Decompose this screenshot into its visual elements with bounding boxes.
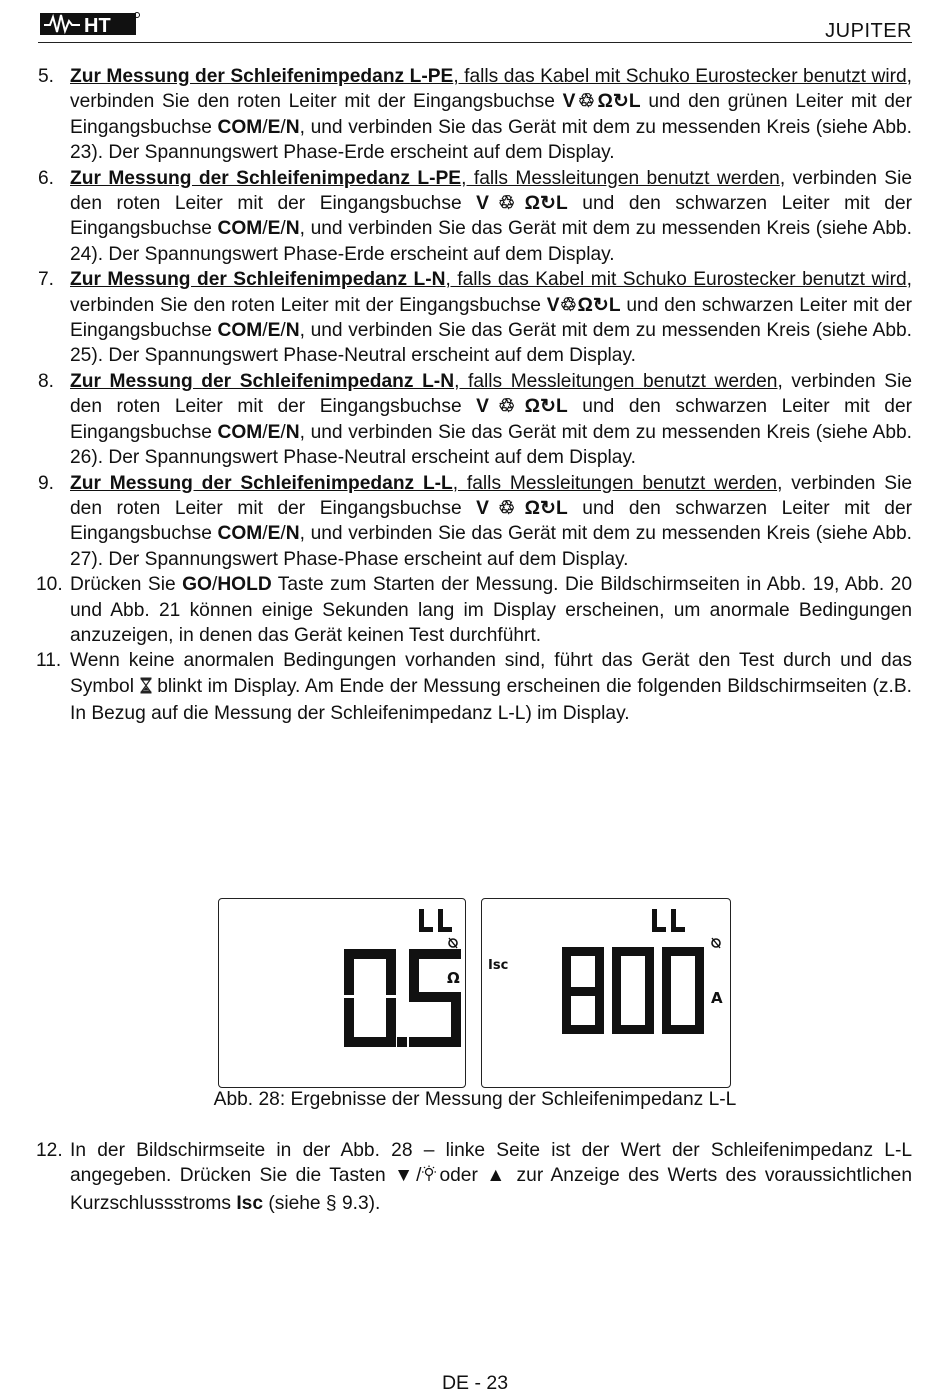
- list-item: 9. Zur Messung der Schleifenimpedanz L-L, falls Messleitungen benutzt werden, verbinden Sie den roten Leiter mit der Eingangsbuchse V♲Ω↻L und den schwarzen Leiter mit der Eingangsbuchse COM/E/N, und verbinden Sie das Gerät mit dem zu messenden Kreis (siehe Abb. 27). Der Spannungswert Phase-Phase erscheint auf dem Display.: [38, 472, 913, 570]
- terminal-e: E: [267, 116, 281, 138]
- item-condition: , falls das Kabel mit Schuko Eurostecker benutzt wird: [453, 66, 907, 87]
- hold-key-label: HOLD: [217, 574, 272, 596]
- terminal-com: COM: [217, 218, 263, 240]
- item-text: Taste zum Starten der Messung. Die Bildschirmseiten in Abb. 19, Abb. 20 und Abb. 21 können einige Sekunden lang im Display erscheinen, um anormale Bedingungen anzuzeigen, in denen das Gerät keinen Test durchführt.: [70, 574, 912, 646]
- item-heading: Zur Messung der Schleifenimpedanz L-N: [70, 269, 446, 291]
- lcd-unit-ohm: Ω: [447, 969, 460, 987]
- list-item: 5. Zur Messung der Schleifenimpedanz L-PE, falls das Kabel mit Schuko Eurostecker benutzt wird, verbinden Sie den roten Leiter mit der Eingangsbuchse V♲Ω↻L und den grünen Leiter mit der Eingangsbuchse COM/E/N, und verbinden Sie das Gerät mit dem zu messenden Kreis (siehe Abb. 23). Der Spannungswert Phase-Erde erscheint auf dem Display.: [38, 66, 912, 164]
- item-condition: , falls Messleitungen benutzt werden: [454, 370, 778, 392]
- item-text: und den schwarzen Leiter mit der Eingangsbuchse: [70, 294, 913, 342]
- item-text: , und verbinden Sie das Gerät mit dem zu messenden Kreis (siehe Abb. 27). Der Spannungswert Phase-Phase erscheint auf dem Display.: [70, 523, 912, 570]
- item-condition: , falls Messleitungen benutzt werden: [461, 167, 780, 189]
- list-item: 10. Drücken Sie GO/HOLD Taste zum Starten der Messung. Die Bildschirmseiten in Abb. 19, Abb. 20 und Abb. 21 können einige Sekunden lang im Display erscheinen, um anormale Bedingungen anzuzeigen, in denen das Gerät keinen Test durchführt.: [36, 574, 912, 646]
- item-number: 5.: [38, 66, 55, 87]
- item-heading: Zur Messung der Schleifenimpedanz L-N: [70, 370, 455, 392]
- hourglass-icon: [140, 676, 152, 701]
- terminal-n: N: [285, 320, 300, 342]
- item-number: 9.: [38, 472, 55, 494]
- list-item: [38, 648, 912, 726]
- item-text: , verbinden Sie den roten Leiter mit der Eingangsbuchse: [70, 370, 913, 418]
- lamp-icon: [421, 1165, 437, 1190]
- item-text: Wenn keine anormalen Bedingungen vorhanden sind, führt das Gerät den Test durch und das Symbol: [70, 650, 912, 697]
- item-text: und den grünen Leiter mit der Eingangsbuchse: [70, 91, 912, 138]
- separator: /: [416, 1165, 422, 1187]
- lcd-panel-isc: [481, 898, 731, 1088]
- item-number: 7.: [38, 269, 55, 291]
- item-text: blinkt im Display. Am Ende der Messung erscheinen die folgenden Bildschirmseiten (z.B. In Bezug auf die Messung der Schleifenimpedanz L-L) im Display.: [70, 675, 912, 725]
- item-number: 11.: [36, 650, 62, 672]
- ht-logo: [40, 11, 140, 37]
- list-item: 7. Zur Messung der Schleifenimpedanz L-N, falls das Kabel mit Schuko Eurostecker benutzt wird, verbinden Sie den roten Leiter mit der Eingangsbuchse V♲Ω↻L und den schwarzen Leiter mit der Eingangsbuchse COM/E/N, und verbinden Sie das Gerät mit dem zu messenden Kreis (siehe Abb. 25). Der Spannungswert Phase-Neutral erscheint auf dem Display.: [38, 269, 913, 367]
- lcd-label-isc: Isc: [488, 958, 509, 973]
- item-condition: , falls Messleitungen benutzt werden: [452, 472, 778, 494]
- item-text: , und verbinden Sie das Gerät mit dem zu messenden Kreis (siehe Abb. 24). Der Spannungswert Phase-Erde erscheint auf dem Display.: [70, 218, 912, 265]
- item-text: und den schwarzen Leiter mit der Eingangsbuchse: [70, 497, 913, 545]
- item-text: zur Anzeige des Werts des voraussichtlichen Kurzschlussstroms: [70, 1165, 913, 1214]
- terminal-n: N: [285, 116, 300, 138]
- go-key-label: GO: [182, 574, 212, 596]
- lcd-digit: [612, 947, 654, 1034]
- terminal-com: COM: [217, 116, 263, 138]
- input-jack-symbol: V♲Ω↻L: [476, 396, 568, 418]
- item-text: , verbinden Sie den roten Leiter mit der Eingangsbuchse: [70, 66, 912, 113]
- lcd-digit: [662, 947, 704, 1034]
- item-text: , und verbinden Sie das Gerät mit dem zu messenden Kreis (siehe Abb. 23). Der Spannungswert Phase-Erde erscheint auf dem Display.: [70, 116, 912, 164]
- item-text: , und verbinden Sie das Gerät mit dem zu messenden Kreis (siehe Abb. 25). Der Spannungswert Phase-Neutral erscheint auf dem Display.: [70, 320, 912, 367]
- item-heading: Zur Messung der Schleifenimpedanz L-L: [70, 472, 453, 494]
- terminal-e: E: [267, 218, 281, 240]
- page-number: DE - 23: [441, 1372, 509, 1394]
- terminal-n: N: [285, 218, 300, 240]
- lcd-mode-ll: [419, 909, 452, 932]
- item-text: , verbinden Sie den roten Leiter mit der Eingangsbuchse: [70, 269, 912, 316]
- arrow-down-icon: ▼: [394, 1165, 417, 1187]
- item-number: 12.: [36, 1140, 63, 1161]
- terminal-e: E: [267, 523, 281, 545]
- item-number: 10.: [36, 574, 63, 596]
- item-number: 8.: [38, 370, 55, 392]
- input-jack-symbol: V♲Ω↻L: [546, 294, 621, 316]
- terminal-e: E: [267, 421, 281, 443]
- lcd-figure: [218, 898, 732, 1088]
- lcd-mode-ll: [652, 909, 685, 932]
- isc-term: Isc: [236, 1192, 264, 1214]
- logo-text: HT: [84, 15, 111, 37]
- item-text: und den schwarzen Leiter mit der Eingangsbuchse: [70, 396, 913, 443]
- item-text: , verbinden Sie den roten Leiter mit der Eingangsbuchse: [70, 167, 913, 215]
- input-jack-symbol: V♲Ω↻L: [476, 193, 568, 215]
- input-jack-symbol: V♲Ω↻L: [476, 497, 568, 519]
- lcd-digit: [409, 949, 461, 1047]
- item-number: 6.: [38, 167, 55, 189]
- terminal-n: N: [285, 523, 300, 545]
- lcd-digit: [344, 949, 396, 1047]
- lcd-panel-impedance: [218, 898, 466, 1088]
- item-text: und den schwarzen Leiter mit der Eingangsbuchse: [70, 193, 913, 240]
- item-text: oder: [439, 1165, 487, 1187]
- terminal-n: N: [285, 421, 300, 443]
- lcd-decimal-point: [397, 1037, 407, 1047]
- timer-icon: [712, 938, 720, 948]
- document-title: JUPITER: [825, 20, 912, 42]
- list-item: [38, 1138, 912, 1216]
- terminal-com: COM: [217, 523, 263, 545]
- item-heading: Zur Messung der Schleifenimpedanz L-PE: [70, 167, 462, 189]
- terminal-com: COM: [217, 421, 263, 443]
- figure-caption: Abb. 28: Ergebnisse der Messung der Schleifenimpedanz L-L: [213, 1089, 737, 1110]
- input-jack-symbol: V♲Ω↻L: [562, 91, 641, 113]
- item-text: In der Bildschirmseite in der Abb. 28 – linke Seite ist der Wert der Schleifenimpedanz L-L angegeben. Drücken Sie die Tasten: [70, 1140, 912, 1187]
- lcd-digit: [562, 947, 604, 1034]
- instruction-list-continued: [38, 1138, 912, 1216]
- item-text: , und verbinden Sie das Gerät mit dem zu messenden Kreis (siehe Abb. 26). Der Spannungswert Phase-Neutral erscheint auf dem Display.: [70, 421, 912, 469]
- terminal-com: COM: [217, 320, 263, 342]
- list-item: 6. Zur Messung der Schleifenimpedanz L-PE, falls Messleitungen benutzt werden, verbinden Sie den roten Leiter mit der Eingangsbuchse V♲Ω↻L und den schwarzen Leiter mit der Eingangsbuchse COM/E/N, und verbinden Sie das Gerät mit dem zu messenden Kreis (siehe Abb. 24). Der Spannungswert Phase-Erde erscheint auf dem Display.: [38, 167, 913, 265]
- instruction-list: [38, 64, 912, 727]
- arrow-up-icon: ▲: [486, 1165, 509, 1187]
- item-condition: , falls das Kabel mit Schuko Eurostecker benutzt wird: [445, 269, 907, 291]
- list-item: 8. Zur Messung der Schleifenimpedanz L-N, falls Messleitungen benutzt werden, verbinden Sie den roten Leiter mit der Eingangsbuchse V♲Ω↻L und den schwarzen Leiter mit der Eingangsbuchse COM/E/N, und verbinden Sie das Gerät mit dem zu messenden Kreis (siehe Abb. 26). Der Spannungswert Phase-Neutral erscheint auf dem Display.: [38, 370, 913, 469]
- item-heading: Zur Messung der Schleifenimpedanz L-PE: [70, 66, 454, 87]
- item-text: (siehe § 9.3).: [263, 1192, 381, 1214]
- page-header: [38, 8, 912, 43]
- terminal-e: E: [267, 320, 281, 342]
- timer-icon: [449, 938, 457, 948]
- lcd-unit-ampere: A: [711, 989, 723, 1007]
- item-text: , verbinden Sie den roten Leiter mit der Eingangsbuchse: [70, 472, 913, 519]
- item-text: Drücken Sie: [70, 574, 183, 596]
